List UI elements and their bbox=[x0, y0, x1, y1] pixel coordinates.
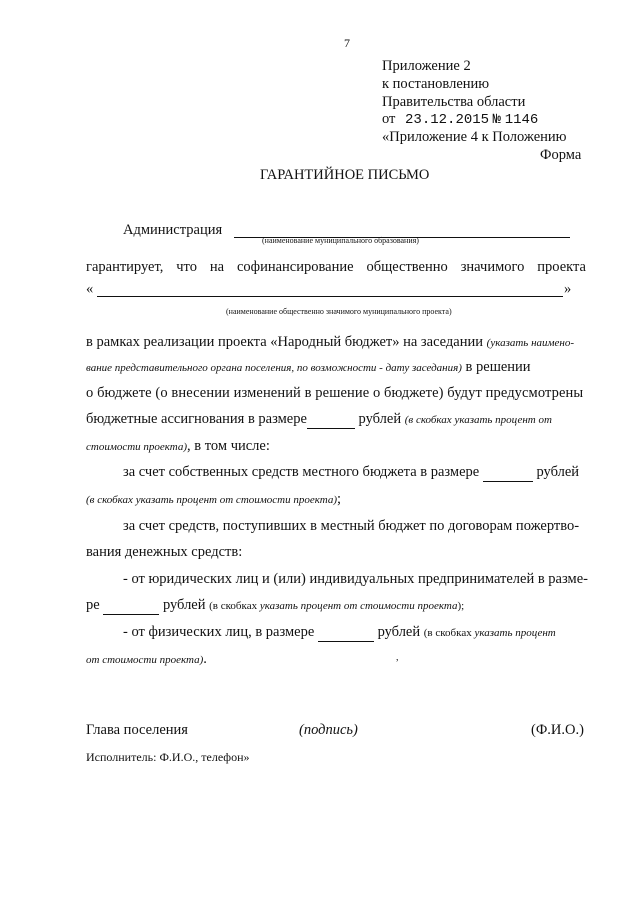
page-number: 7 bbox=[344, 36, 350, 50]
appendix-line-5: «Приложение 4 к Положению bbox=[382, 129, 567, 145]
guarantee-word-7: проекта bbox=[537, 259, 586, 275]
appendix-line-1: Приложение 2 bbox=[382, 58, 471, 74]
form-label: Форма bbox=[540, 147, 582, 163]
guarantee-line bbox=[86, 259, 586, 276]
body-line-7: (в скобках указать процент от стоимости проекта); bbox=[86, 491, 342, 507]
own-funds-blank bbox=[483, 464, 533, 482]
body-line-11: ре рублей (в скобках указать процент от стоимости проекта); bbox=[86, 597, 465, 613]
date-prefix: от bbox=[382, 111, 396, 127]
body-line-1: в рамках реализации проекта «Народный бюджет» на заседании (указать наимено- bbox=[86, 334, 575, 350]
head-of-settlement-label: Глава поселения bbox=[86, 722, 188, 738]
body-line-4: бюджетные ассигнования в размере рублей (в скобках указать процент от bbox=[86, 411, 552, 427]
body-line-2: вание представительного органа поселения, по возможности - дату заседания) в решении bbox=[86, 359, 531, 375]
admin-label: Администрация bbox=[123, 222, 223, 238]
legal-entities-blank bbox=[103, 597, 159, 615]
appendix-line-2: к постановлению bbox=[382, 76, 490, 92]
project-name-hint: (наименование общественно значимого муниципального проекта) bbox=[226, 307, 452, 316]
appendix-number: 1146 bbox=[504, 112, 539, 128]
body-line-5: стоимости проекта), в том числе: bbox=[86, 438, 270, 454]
guarantee-word-2: что bbox=[176, 259, 197, 275]
executor-line: Исполнитель: Ф.И.О., телефон» bbox=[86, 750, 250, 764]
appendix-date-line bbox=[382, 111, 538, 128]
body-line-12: - от физических лиц, в размере рублей (в скобках указать процент bbox=[123, 624, 556, 640]
body-line-6: за счет собственных средств местного бюджета в размере рублей bbox=[123, 464, 580, 480]
full-name-placeholder: (Ф.И.О.) bbox=[531, 722, 584, 738]
project-close-quote: » bbox=[564, 281, 572, 297]
appendix-date: 23.12.2015 bbox=[405, 112, 490, 128]
project-open-quote: « bbox=[86, 281, 94, 297]
body-line-9: вания денежных средств: bbox=[86, 544, 243, 560]
appendix-line-3: Правительства области bbox=[382, 94, 526, 110]
guarantee-word-4: софинансирование bbox=[236, 259, 354, 275]
body-line-3: о бюджете (о внесении изменений в решение о бюджете) будут предусмотрены bbox=[86, 385, 584, 401]
allocation-amount-blank bbox=[307, 411, 355, 429]
guarantee-word-3: на bbox=[209, 259, 225, 275]
guarantee-word-6: значимого bbox=[460, 259, 525, 275]
admin-name-hint: (наименование муниципального образования) bbox=[262, 236, 419, 245]
signature-placeholder: (подпись) bbox=[299, 722, 358, 738]
guarantee-word-1: гарантирует, bbox=[86, 259, 164, 275]
guarantee-word-5: общественно bbox=[366, 259, 448, 275]
document-title: ГАРАНТИЙНОЕ ПИСЬМО bbox=[260, 167, 430, 183]
number-sign: № bbox=[492, 112, 502, 128]
project-name-line bbox=[97, 296, 563, 297]
body-line-13: от стоимости проекта). bbox=[86, 651, 207, 667]
body-line-10: - от юридических лиц и (или) индивидуальных предпринимателей в разме- bbox=[123, 571, 588, 587]
stray-mark: , bbox=[396, 652, 399, 663]
individuals-blank bbox=[318, 624, 374, 642]
body-line-8: за счет средств, поступивших в местный бюджет по договорам пожертво- bbox=[123, 518, 580, 534]
